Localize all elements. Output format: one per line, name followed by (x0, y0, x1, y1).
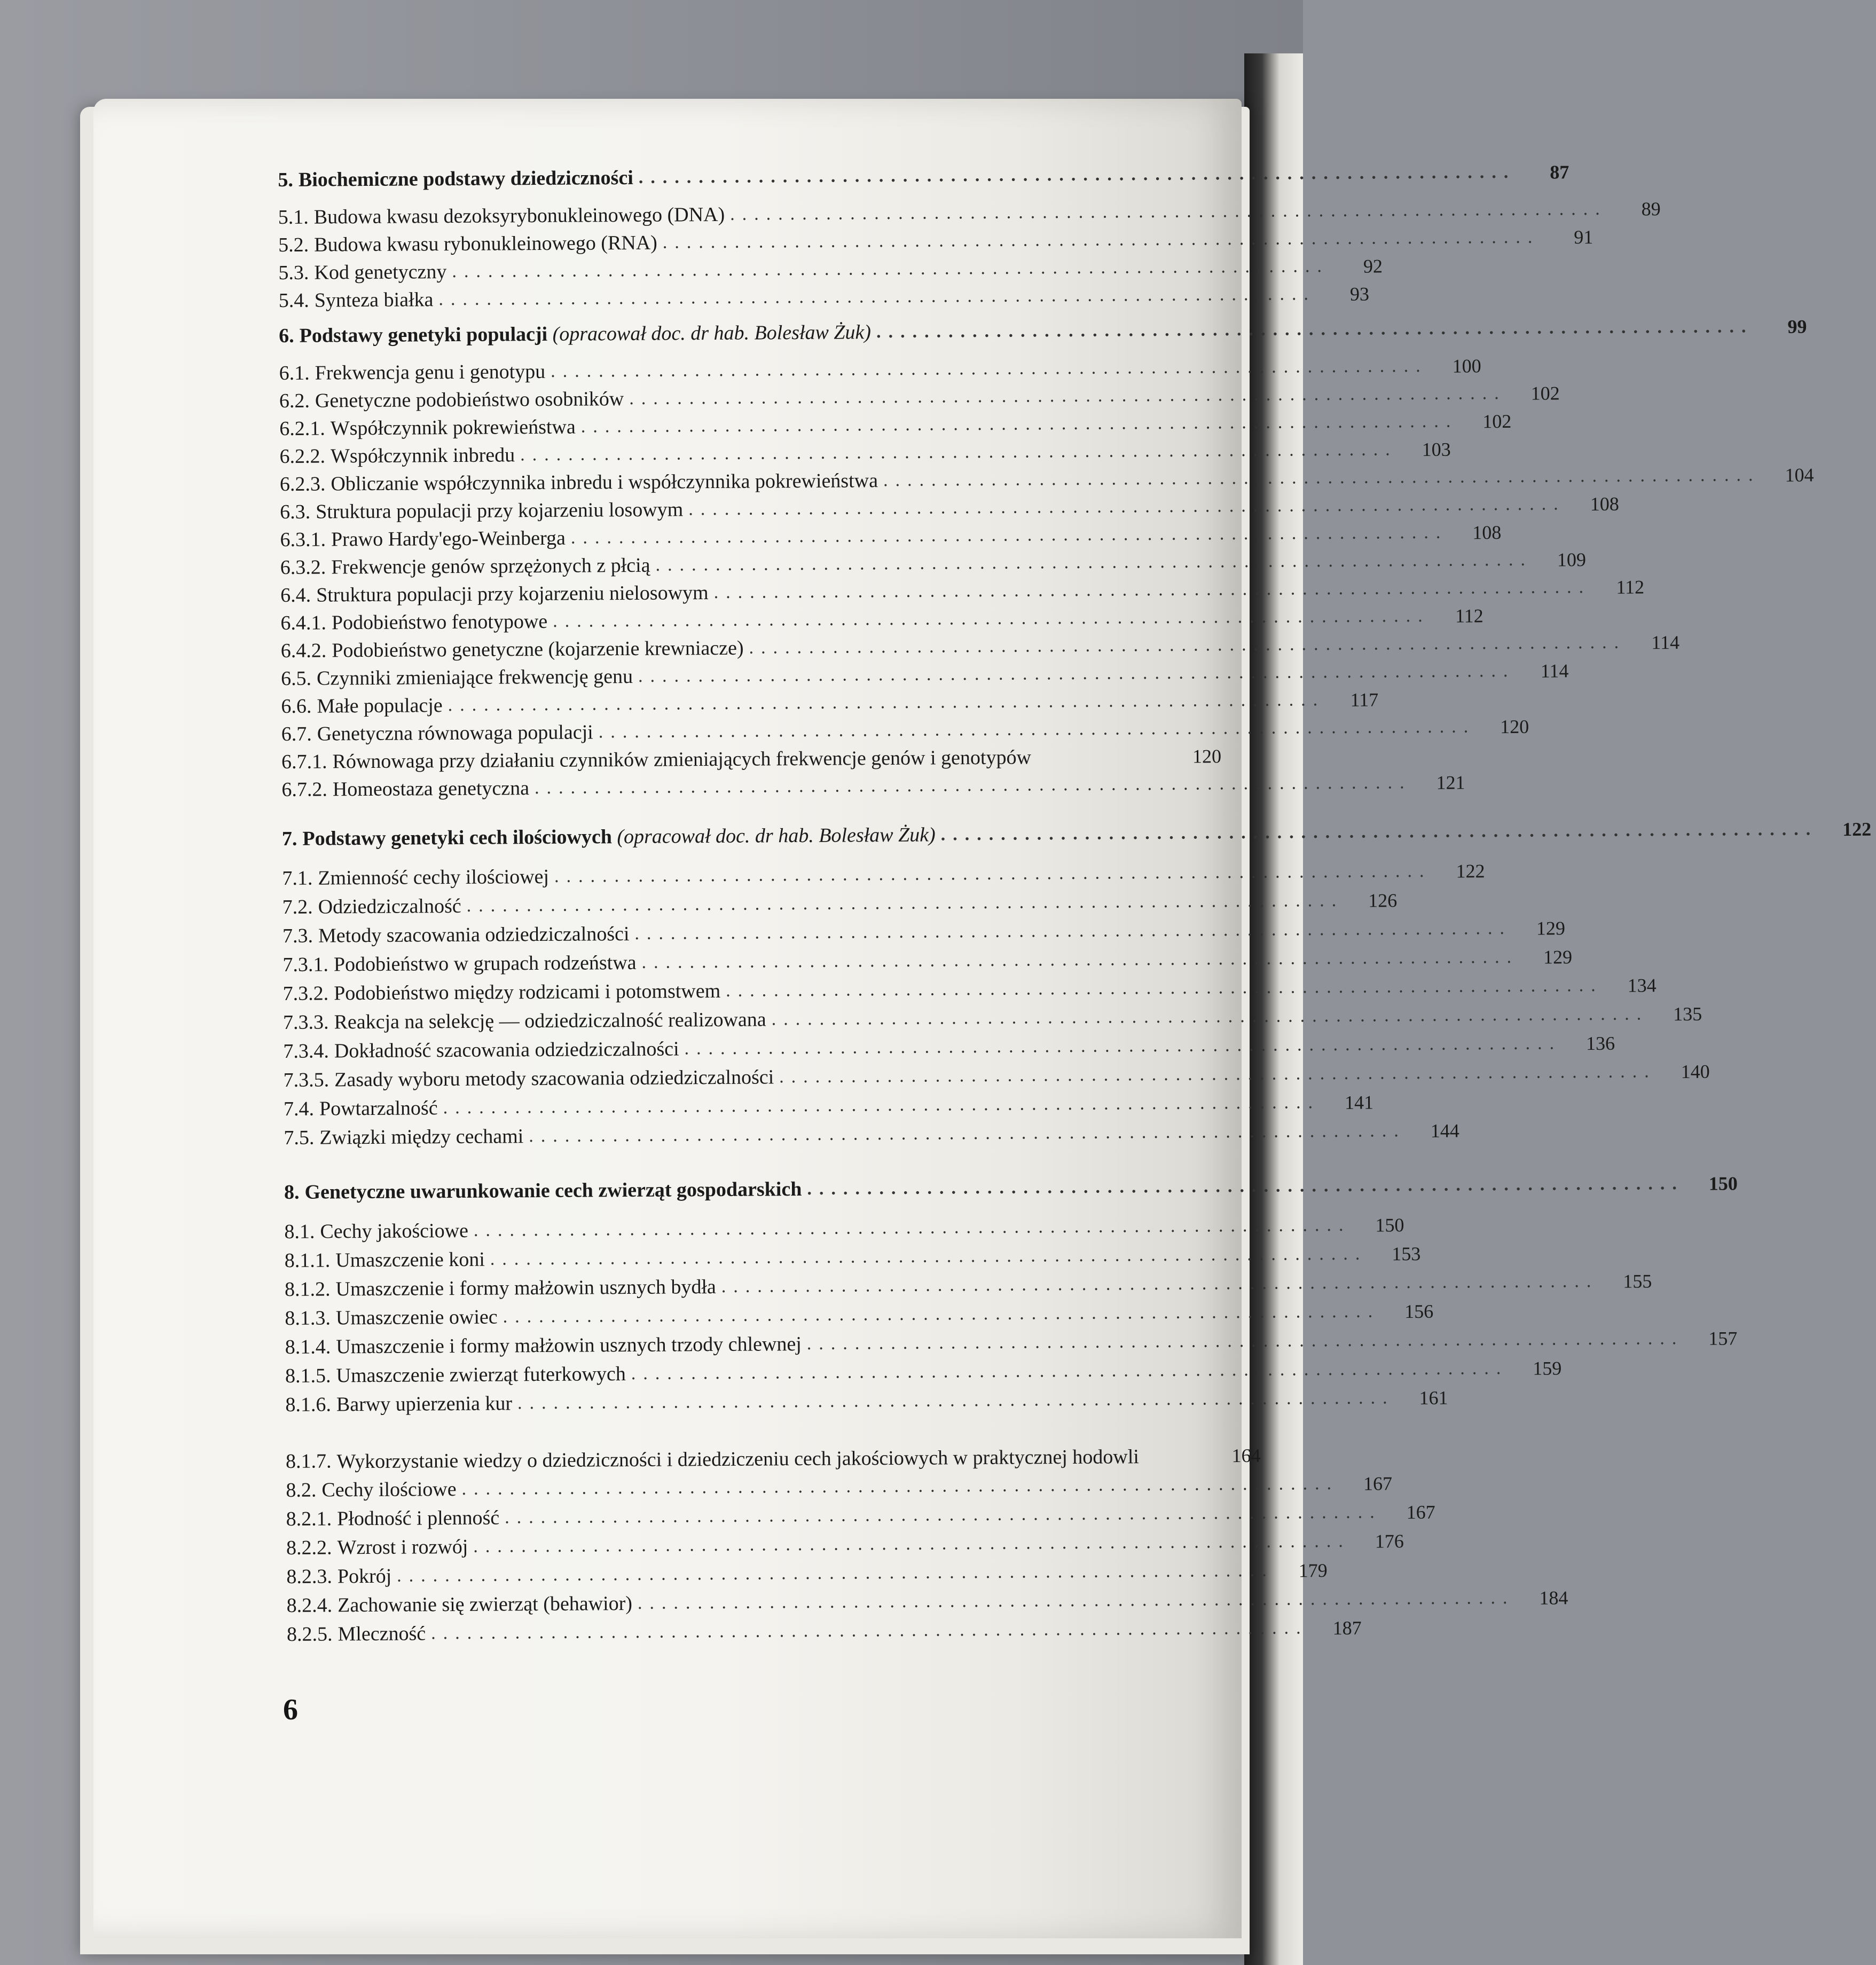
entry-number: 8.2.3. (286, 1565, 333, 1588)
entry-number: 6.4.2. (280, 639, 327, 662)
leader-dots: ......................................................................... (452, 256, 1330, 282)
entry-page: 91 (1574, 226, 1594, 248)
entry-page: 176 (1375, 1530, 1404, 1552)
entry-page: 179 (1298, 1560, 1328, 1582)
leader-dots: ......................................................................... (726, 975, 1603, 1001)
entry-page: 122 (1842, 818, 1872, 840)
entry-number: 6.3.2. (280, 556, 326, 579)
entry-number: 8.1.6. (285, 1393, 332, 1416)
entry-page: 187 (1332, 1617, 1362, 1639)
entry-title: Struktura populacji przy kojarzeniu nielosowym (316, 581, 709, 607)
entry-number: 6.7. (281, 722, 312, 745)
leader-dots: ......................................................................... (713, 577, 1591, 603)
entry-title: Genetyczne uwarunkowanie cech zwierząt gospodarskich (304, 1178, 802, 1204)
leader-dots: ......................................................................... (684, 1033, 1562, 1059)
entry-page: 161 (1419, 1387, 1448, 1409)
entry-number: 6.3. (280, 500, 311, 523)
toc-entry (282, 1002, 1702, 1036)
entry-title: Obliczanie współczynnika inbredu i współczynnika pokrewieństwa (331, 469, 878, 496)
entry-page: 141 (1344, 1091, 1374, 1113)
entry-number: 6.7.1. (281, 750, 327, 773)
toc-entry (283, 1031, 1615, 1065)
entry-number: 6.2. (279, 389, 310, 412)
entry-number: 6.4.1. (280, 611, 327, 634)
entry-title: Dokładność szacowania odziedziczalności (334, 1037, 679, 1063)
entry-page: 87 (1550, 161, 1569, 183)
entry-number: 7.3.3. (282, 1011, 329, 1034)
leader-dots: ......................................................................... (779, 1062, 1657, 1087)
entry-page: 144 (1430, 1120, 1459, 1142)
toc-chapter (278, 160, 1569, 193)
entry-number: 8.1. (284, 1220, 315, 1243)
toc-entry (283, 1060, 1710, 1094)
entry-number: 6.2.2. (279, 445, 326, 468)
entry-page: 102 (1530, 382, 1560, 404)
entry-number: 7.3.5. (283, 1068, 329, 1091)
entry-title: Frekwencje genów sprzężonych z płcią (331, 554, 650, 579)
leader-dots: ......................................................................... (553, 606, 1430, 631)
toc-entry (278, 280, 1370, 314)
entry-title: Podobieństwo w grupach rodzeństwa (333, 951, 637, 976)
toc-entry (284, 1212, 1404, 1245)
leader-dots: ......................................................................... (883, 465, 1761, 491)
entry-number: 5.4. (278, 289, 309, 312)
toc-entry (282, 973, 1657, 1007)
entry-title: Cechy jakościowe (320, 1219, 469, 1243)
entry-page: 159 (1533, 1357, 1562, 1379)
toc-entry (286, 1557, 1328, 1590)
entry-title: Umaszczenie i formy małżowin usznych bydła (335, 1276, 716, 1301)
entry-number: 6.6. (281, 695, 312, 718)
leader-dots: ......................................................................... (503, 1301, 1380, 1327)
entry-number: 7.5. (284, 1126, 315, 1149)
entry-title: Struktura populacji przy kojarzeniu losowym (316, 498, 684, 523)
leader-dots: ......................................................................... (551, 356, 1428, 381)
entry-title: Płodność i plenność (337, 1506, 500, 1530)
entry-page: 108 (1590, 493, 1619, 515)
entry-number: 7.3.2. (282, 982, 329, 1005)
leader-dots: ......................................................................... (807, 1173, 1684, 1199)
entry-page: 114 (1651, 631, 1680, 654)
entry-page: 114 (1540, 660, 1569, 682)
entry-title: Genetyczna równowaga populacji (317, 721, 593, 745)
leader-dots: ......................................................................... (730, 199, 1607, 224)
entry-page: 112 (1455, 605, 1483, 627)
entry-page: 129 (1536, 917, 1566, 939)
toc-entry (282, 945, 1573, 978)
leader-dots: ......................................................................... (505, 1502, 1382, 1528)
entry-title: Genetyczne podobieństwo osobników (315, 388, 624, 412)
toc-entry (286, 1499, 1435, 1532)
entry-page: 153 (1392, 1243, 1421, 1265)
entry-page: 121 (1436, 772, 1465, 793)
entry-title: Wykorzystanie wiedzy o dziedziczności i dziedziczeniu cech jakościowych w praktycznej hodowli (336, 1445, 1140, 1473)
entry-page: 156 (1404, 1300, 1434, 1323)
entry-page: 157 (1708, 1327, 1738, 1349)
entry-page: 150 (1375, 1214, 1404, 1236)
entry-page: 103 (1422, 438, 1451, 460)
leader-dots: ......................................................................... (688, 494, 1566, 520)
entry-title: Kod genetyczny (314, 261, 447, 284)
leader-dots: ......................................................................... (662, 227, 1540, 253)
entry-number: 7. (281, 827, 297, 850)
entry-number: 6.7.2. (281, 778, 328, 801)
leader-dots: ......................................................................... (534, 773, 1412, 798)
entry-number: 5.1. (278, 206, 309, 229)
leader-dots: ......................................................................... (631, 1358, 1509, 1384)
leader-dots: ......................................................................... (461, 1473, 1339, 1499)
leader-dots: ......................................................................... (554, 861, 1432, 886)
entry-title: Współczynnik inbredu (330, 444, 515, 468)
entry-number: 7.1. (282, 867, 313, 890)
entry-page: 122 (1456, 860, 1485, 882)
entry-title: Podobieństwo genetyczne (kojarzenie krewniacze) (332, 636, 744, 662)
leader-dots: ......................................................................... (397, 1560, 1274, 1586)
entry-title: Powtarzalność (319, 1097, 438, 1120)
toc-entry (286, 1614, 1362, 1648)
entry-page: 102 (1482, 410, 1512, 433)
entry-number: 8.2.4. (286, 1594, 333, 1617)
leader-dots: ......................................................................... (771, 1004, 1649, 1029)
toc-entry (281, 769, 1465, 803)
entry-page: 155 (1623, 1270, 1652, 1292)
leader-dots: ......................................................................... (634, 918, 1512, 944)
entry-title: Cechy ilościowe (321, 1478, 457, 1502)
leader-dots: ......................................................................... (749, 632, 1627, 658)
entry-title: Biochemiczne podstawy dziedziczności (298, 166, 633, 191)
leader-dots: ......................................................................... (520, 439, 1398, 465)
entry-page: 129 (1543, 946, 1573, 968)
leader-dots: ......................................................................... (529, 1121, 1406, 1146)
leader-dots: ......................................................................... (431, 1618, 1308, 1644)
leader-dots: ......................................................................... (806, 1328, 1684, 1354)
entry-title: Odziedziczalność (318, 894, 461, 918)
entry-title: Metody szacowania odziedziczalności (318, 923, 630, 947)
leader-dots: ......................................................................... (580, 411, 1458, 437)
entry-page: 167 (1363, 1473, 1393, 1495)
toc-entry (284, 1240, 1421, 1274)
entry-page: 164 (1231, 1444, 1261, 1467)
leader-dots: ......................................................................... (638, 162, 1516, 187)
toc-entry (284, 1118, 1459, 1151)
toc-entry (283, 1089, 1374, 1122)
toc-entry (285, 1298, 1434, 1332)
leader-dots: ......................................................................... (629, 383, 1506, 408)
entry-title: Reakcja na selekcję — odziedziczalność realizowana (334, 1008, 766, 1034)
entry-number: 6.5. (280, 667, 312, 690)
entry-number: 5.3. (278, 261, 309, 284)
entry-page: 92 (1363, 255, 1383, 277)
entry-title: Synteza białka (314, 288, 434, 312)
leader-dots: ......................................................................... (438, 284, 1316, 310)
entry-title: Związki między cechami (319, 1125, 524, 1149)
entry-number: 8.1.3. (285, 1307, 331, 1330)
page-number: 6 (283, 1693, 298, 1726)
entry-title: Równowaga przy działaniu czynników zmieniających frekwencje genów i genotypów (332, 746, 1032, 773)
entry-number: 7.4. (283, 1097, 315, 1120)
leader-dots: ......................................................................... (637, 1587, 1515, 1613)
entry-title: Budowa kwasu rybonukleinowego (RNA) (314, 231, 658, 256)
toc-entry (284, 1269, 1652, 1303)
entry-title: Prawo Hardy'ego-Weinberga (331, 526, 566, 551)
chapter-editor: (opracował doc. dr hab. Bolesław Żuk) (617, 823, 936, 848)
entry-page: 89 (1641, 198, 1661, 220)
entry-number: 6.1. (279, 361, 310, 384)
toc-entry (286, 1585, 1568, 1619)
entry-title: Barwy upierzenia kur (336, 1392, 513, 1416)
entry-title: Frekwencja genu i genotypu (315, 360, 546, 384)
entry-page: 134 (1627, 974, 1657, 996)
entry-title: Podstawy genetyki populacji (opracował doc. dr hab. Bolesław Żuk) (299, 321, 872, 347)
entry-number: 5.2. (278, 233, 309, 256)
leader-dots: ......................................................................... (641, 947, 1519, 972)
chapter-editor: (opracował doc. dr hab. Bolesław Żuk) (552, 321, 872, 345)
entry-title: Współczynnik pokrewieństwa (330, 415, 576, 440)
leader-dots: ......................................................................... (448, 690, 1325, 716)
leader-dots: ......................................................................... (876, 317, 1754, 342)
entry-number: 6.2.1. (279, 417, 325, 440)
toc-entry (282, 887, 1398, 921)
toc-entry (286, 1470, 1393, 1504)
entry-number: 6.3.1. (280, 528, 326, 551)
entry-number: 8.1.7. (285, 1450, 332, 1473)
leader-dots: ......................................................................... (638, 661, 1516, 686)
entry-page: 135 (1673, 1003, 1702, 1025)
entry-title: Małe populacje (317, 694, 443, 718)
toc-entry (285, 1413, 1261, 1475)
toc-entry (285, 1327, 1738, 1361)
toc-entry (282, 916, 1566, 949)
entry-number: 8.2. (286, 1479, 317, 1502)
entry-title: Podstawy genetyki cech ilościowych (opracował doc. dr hab. Bolesław Żuk) (302, 823, 936, 850)
entry-page: 120 (1192, 745, 1222, 767)
entry-page: 126 (1368, 890, 1398, 911)
toc-entry (282, 858, 1485, 892)
entry-title: Czynniki zmieniające frekwencję genu (316, 665, 633, 690)
toc-chapter (279, 316, 1807, 349)
entry-page: 117 (1350, 689, 1379, 711)
entry-title: Podobieństwo fenotypowe (331, 610, 548, 634)
entry-title: Zachowanie się zwierząt (behawior) (337, 1592, 633, 1617)
entry-title: Homeostaza genetyczna (332, 777, 530, 801)
entry-page: 136 (1585, 1032, 1615, 1055)
entry-title: Zmienność cechy ilościowej (318, 865, 550, 890)
entry-number: 8.1.4. (285, 1335, 331, 1358)
entry-page: 99 (1787, 316, 1807, 337)
entry-title: Budowa kwasu dezoksyrybonukleinowego (DNA) (313, 203, 725, 229)
entry-number: 7.2. (282, 895, 313, 918)
entry-page: 104 (1785, 464, 1814, 486)
entry-number: 7.3.4. (283, 1040, 329, 1063)
leader-dots: ......................................................................... (655, 549, 1533, 575)
entry-title: Pokrój (337, 1565, 392, 1588)
leader-dots: ......................................................................... (473, 1531, 1351, 1557)
entry-title: Podobieństwo między rodzicami i potomstwem (334, 979, 721, 1005)
toc-entry (286, 1528, 1404, 1561)
entry-page: 184 (1539, 1587, 1568, 1609)
entry-number: 8.2.2. (286, 1536, 332, 1559)
entry-number: 8.1.2. (284, 1278, 331, 1301)
entry-number: 8.2.1. (286, 1507, 332, 1530)
leader-dots: ......................................................................... (721, 1271, 1599, 1296)
entry-title: Umaszczenie koni (335, 1248, 485, 1272)
entry-title: Zasady wyboru metody szacowania odziedziczalności (334, 1066, 774, 1091)
entry-number: 8.1.5. (285, 1364, 331, 1387)
entry-number: 7.3. (282, 924, 313, 947)
leader-dots: ......................................................................... (570, 522, 1448, 548)
entry-title: Mleczność (337, 1622, 426, 1646)
entry-number: 8.1.1. (284, 1249, 331, 1272)
toc-entry (285, 1356, 1562, 1389)
toc-entry (285, 1385, 1448, 1418)
entry-page: 109 (1557, 549, 1587, 571)
leader-dots: ......................................................................... (473, 1215, 1351, 1240)
entry-title: Wzrost i rozwój (337, 1535, 468, 1559)
leader-dots: ......................................................................... (517, 1388, 1395, 1413)
entry-title: Umaszczenie i formy małżowin usznych trzody chlewnej (336, 1333, 802, 1358)
leader-dots: ......................................................................... (490, 1244, 1368, 1269)
entry-number: 6. (279, 324, 294, 347)
entry-page: 140 (1681, 1060, 1710, 1082)
toc-chapter (284, 1172, 1738, 1206)
entry-page: 112 (1616, 576, 1645, 598)
entry-page: 150 (1708, 1173, 1738, 1194)
entry-number: 6.4. (280, 584, 311, 607)
entry-page: 100 (1452, 355, 1481, 377)
entry-title: Umaszczenie owiec (335, 1306, 498, 1330)
entry-number: 6.2.3. (279, 473, 326, 496)
toc-chapter (281, 818, 1872, 852)
leader-dots: ......................................................................... (466, 890, 1344, 916)
entry-page: 167 (1406, 1501, 1435, 1523)
leader-dots: ......................................................................... (940, 819, 1818, 845)
entry-page: 108 (1472, 522, 1502, 544)
leader-dots: ......................................................................... (598, 717, 1476, 742)
entry-page: 93 (1349, 283, 1370, 305)
entry-number: 7.3.1. (282, 953, 329, 976)
entry-number: 5. (278, 168, 294, 191)
leader-dots: ......................................................................... (443, 1092, 1321, 1118)
entry-page: 120 (1500, 716, 1529, 738)
entry-number: 8. (284, 1181, 300, 1204)
entry-number: 8.2.5. (286, 1623, 333, 1646)
entry-title: Umaszczenie zwierząt futerkowych (336, 1363, 626, 1387)
